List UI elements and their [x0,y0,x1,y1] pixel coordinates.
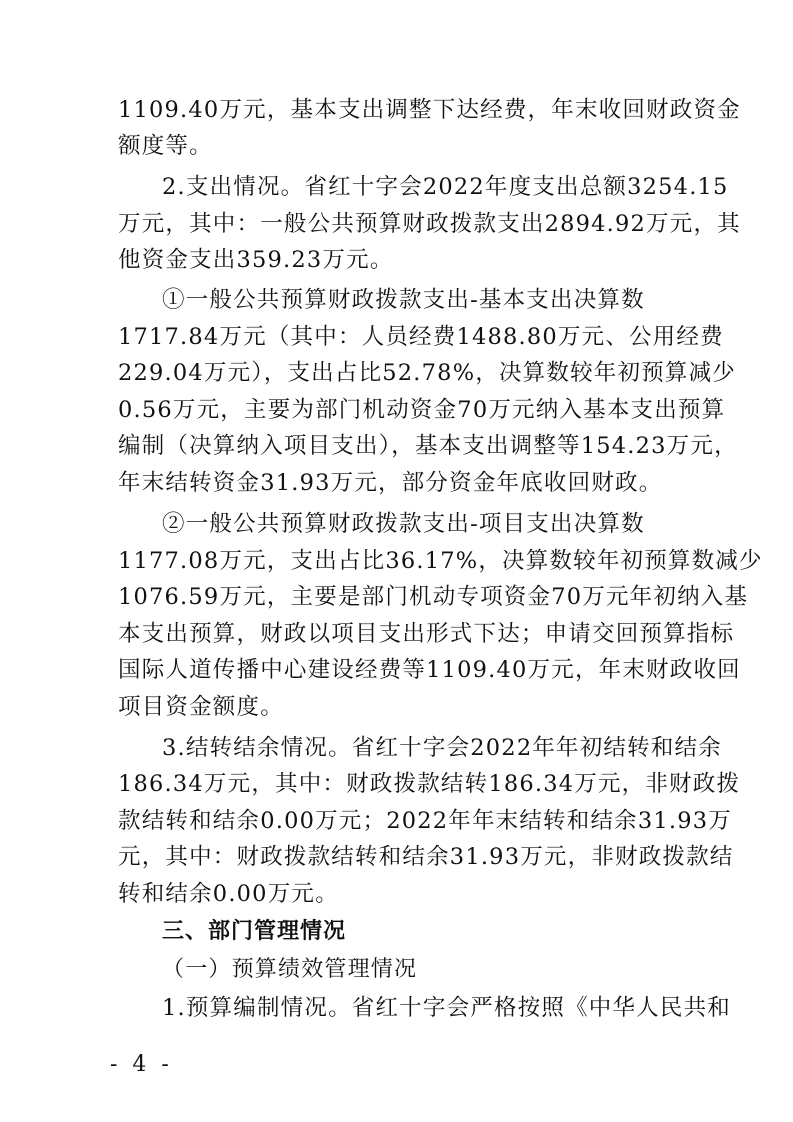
body-text-line: ②一般公共预算财政拨款支出-项目支出决算数 [162,511,645,537]
body-text-line: ①一般公共预算财政拨款支出-基本支出决算数 [162,287,645,313]
body-text-line: 元，其中：财政拨款结转和结余31.93万元，非财政拨款结 [118,844,734,870]
page-number: - 4 - [110,1052,173,1077]
body-text-line: 国际人道传播中心建设经费等1109.40万元，年末财政收回 [118,657,741,683]
body-text-line: 项目资金额度。 [118,694,284,720]
body-text-line: 转和结余0.00万元。 [118,881,339,907]
body-text-line: 万元，其中：一般公共预算财政拨款支出2894.92万元，其 [118,211,741,237]
body-text-line: 他资金支出359.23万元。 [118,247,394,273]
body-text-line: 编制（决算纳入项目支出），基本支出调整等154.23万元， [118,433,738,459]
body-text-line: 0.56万元，主要为部门机动资金70万元纳入基本支出预算 [118,397,726,423]
body-text-line: 2.支出情况。省红十字会2022年度支出总额3254.15 [162,174,729,200]
body-text-line: 1109.40万元，基本支出调整下达经费，年末收回财政资金 [118,97,741,123]
body-text-line: 186.34万元，其中：财政拨款结转186.34万元，非财政拨 [118,771,741,797]
body-text-line: 1.预算编制情况。省红十字会严格按照《中华人民共和 [162,995,731,1021]
body-text-line: 3.结转结余情况。省红十字会2022年年初结转和结余 [162,735,722,761]
body-text-line: 本支出预算，财政以项目支出形式下达；申请交回预算指标 [118,621,735,647]
body-text-line: 款结转和结余0.00万元；2022年年末结转和结余31.93万 [118,808,732,834]
sub-heading: （一）预算绩效管理情况 [162,957,418,982]
section-heading: 三、部门管理情况 [162,919,347,944]
body-text-line: 229.04万元），支出占比52.78%，决算数较年初预算减少 [118,360,736,386]
body-text-line: 1177.08万元，支出占比36.17%，决算数较年初预算数减少 [118,548,763,574]
body-text-line: 额度等。 [118,133,213,159]
body-text-line: 1076.59万元，主要是部门机动专项资金70万元年初纳入基 [118,584,749,610]
body-text-line: 1717.84万元（其中：人员经费1488.80万元、公用经费 [118,324,724,350]
body-text-line: 年末结转资金31.93万元，部分资金年底收回财政。 [118,470,663,496]
